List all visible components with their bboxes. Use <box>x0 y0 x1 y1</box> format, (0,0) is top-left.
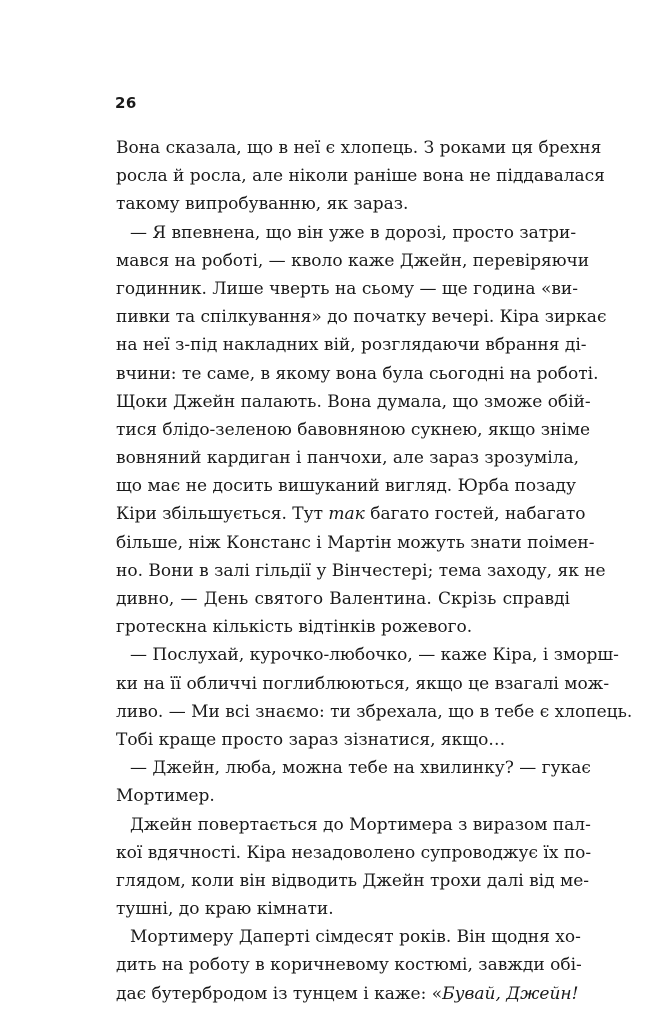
text-line: Мортимер. <box>116 786 215 807</box>
text-line: тушні, до краю кімнати. <box>116 899 334 920</box>
text-line: Тобі краще просто зараз зізнатися, якщо… <box>116 729 506 750</box>
text-line: ливо. — Ми всі знаємо: ти збрехала, що в тебе є хлопець. <box>116 701 633 722</box>
text-line: гротескна кількість відтінків рожевого. <box>116 617 473 638</box>
text-line: Вона сказала, що в неї є хлопець. З роками ця брехня <box>116 138 602 158</box>
text-line <box>116 980 579 1008</box>
text-line: но. Вони в залі гільдії у Вінчестері; тема заходу, як не <box>116 560 606 581</box>
text-line: — Я впевнена, що він уже в дорозі, просто затри- <box>130 222 577 243</box>
text-line: дить на роботу в коричневому костюмі, завжди обі- <box>116 955 582 976</box>
page-number: 26 <box>115 94 137 112</box>
text-line: на неї з-під накладних вій, розглядаючи вбрання ді- <box>116 335 587 356</box>
body-text <box>116 134 633 1008</box>
italic-emphasis: Бувай, Джейн! <box>442 983 579 1004</box>
text-line <box>116 500 586 528</box>
text-line: дивно, — День святого Валентина. Скрізь справді <box>116 589 570 609</box>
text-line: кої вдячності. Кіра незадоволено супроводжує їх по- <box>116 842 592 863</box>
italic-emphasis: так <box>328 504 365 525</box>
text-line: мався на роботі, — кволо каже Джейн, перевіряючи <box>116 250 590 271</box>
text-line: вовняний кардиган і панчохи, але зараз зрозуміла, <box>116 448 580 469</box>
text-line: більше, ніж Констанс і Мартін можуть знати поімен- <box>116 532 595 553</box>
text-line: Джейн повертається до Мортимера з виразом пал- <box>130 814 591 835</box>
text-line: годинник. Лише чверть на сьому — ще година «ви- <box>116 278 579 299</box>
text-segment: дає бутербродом із тунцем і каже: « <box>116 983 443 1004</box>
text-line: росла й росла, але ніколи раніше вона не піддавалася <box>116 166 605 187</box>
text-line: пивки та спілкування» до початку вечері. Кіра зиркає <box>116 307 607 328</box>
text-line: тися блідо-зеленою бавовняною сукнею, якщо зніме <box>116 419 591 440</box>
text-line: глядом, коли він відводить Джейн трохи далі від ме- <box>116 870 590 891</box>
text-line: такому випробуванню, як зараз. <box>116 194 409 215</box>
text-line: ки на її обличчі поглиблюються, якщо це взагалі мож- <box>116 673 610 694</box>
text-line: що має не досить вишуканий вигляд. Юрба позаду <box>116 476 576 497</box>
text-line: Мортимеру Даперті сімдесят років. Він щодня хо- <box>130 927 581 948</box>
text-segment: багато гостей, набагато <box>364 504 586 525</box>
text-line: Щоки Джейн палають. Вона думала, що зможе обій- <box>116 391 591 412</box>
text-line: — Джейн, люба, можна тебе на хвилинку? — гукає <box>130 758 591 779</box>
text-line: — Послухай, курочко-любочко, — каже Кіра, і зморш- <box>130 645 619 666</box>
text-line: вчини: те саме, в якому вона була сьогодні на роботі. <box>116 363 599 384</box>
text-segment: Кіри збільшується. Тут <box>116 504 329 525</box>
